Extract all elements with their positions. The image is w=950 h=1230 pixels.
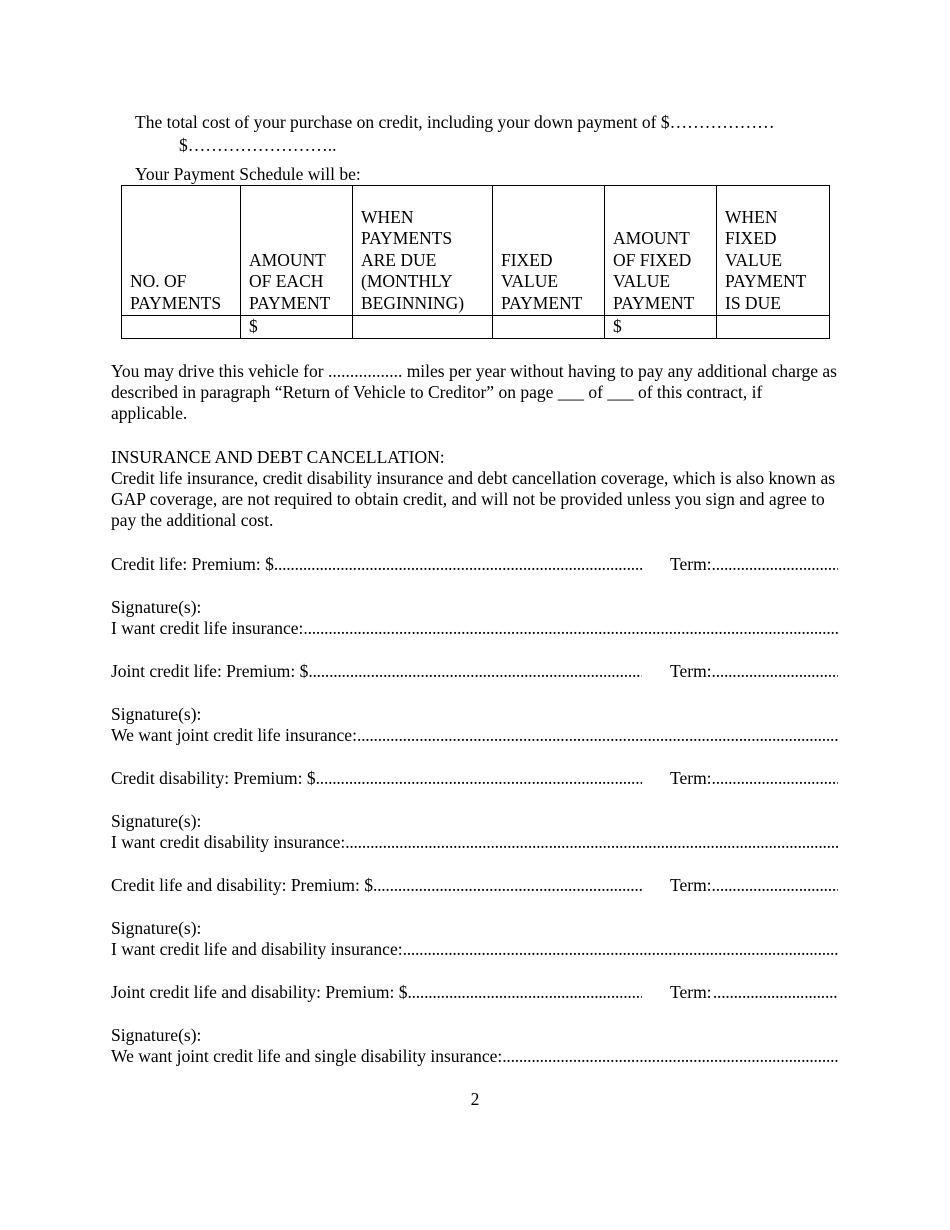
signature-blank[interactable] [303, 618, 838, 639]
signature-label: Signature(s): [111, 597, 202, 617]
header-amount-fixed-value: AMOUNT OF FIXED VALUE PAYMENT [605, 186, 717, 316]
cell-no-of-payments[interactable] [122, 316, 241, 339]
premium-label: Credit life: Premium: $ [111, 554, 274, 574]
header-when-payments-due: WHEN PAYMENTS ARE DUE (MONTHLY BEGINNING) [353, 186, 493, 316]
premium-blank[interactable] [407, 982, 642, 1003]
term-label: Term: [670, 875, 712, 895]
consent-label: I want credit life insurance: [111, 618, 304, 638]
cell-when-fixed-value-due[interactable] [717, 316, 830, 339]
header-no-of-payments: NO. OF PAYMENTS [122, 186, 241, 316]
consent-label: I want credit disability insurance: [111, 832, 346, 852]
joint-credit-life-premium-row [111, 661, 838, 682]
joint-credit-life-disability-consent-row [111, 1046, 838, 1067]
term-blank[interactable] [712, 661, 838, 682]
premium-label: Joint credit life: Premium: $ [111, 661, 309, 681]
signature-label: Signature(s): [111, 704, 202, 724]
total-cost-text: The total cost of your purchase on credit, including your down payment of $ [135, 112, 670, 132]
premium-label: Joint credit life and disability: Premium: $ [111, 982, 408, 1002]
term-label: Term: [670, 554, 712, 574]
down-payment-blank[interactable]: ……………… [669, 112, 775, 132]
premium-blank[interactable] [316, 768, 642, 789]
cell-fixed-value-payment[interactable] [493, 316, 605, 339]
term-blank[interactable] [712, 875, 838, 896]
term-label: Term: [670, 982, 712, 1002]
premium-label: Credit disability: Premium: $ [111, 768, 316, 788]
consent-label: I want credit life and disability insurance: [111, 939, 403, 959]
table-row [122, 316, 830, 339]
credit-life-disability-premium-row [111, 875, 838, 896]
premium-blank[interactable] [308, 661, 642, 682]
credit-life-consent-row [111, 618, 838, 639]
term-label: Term: [670, 661, 712, 681]
credit-life-premium-row [111, 554, 838, 575]
credit-life-disability-consent-row [111, 939, 838, 960]
mileage-paragraph: You may drive this vehicle for ................. miles per year without having to pay any additional charge as described in paragraph “Return of Vehicle to Creditor” on page ___ of ___ of this contract, if applicable. [111, 361, 837, 423]
schedule-label: Your Payment Schedule will be: [135, 164, 361, 184]
premium-label: Credit life and disability: Premium: $ [111, 875, 373, 895]
header-fixed-value-payment: FIXED VALUE PAYMENT [493, 186, 605, 316]
cell-when-payments-due[interactable] [353, 316, 493, 339]
joint-credit-life-disability-premium-row [111, 982, 838, 1003]
signature-blank[interactable] [357, 725, 838, 746]
premium-blank[interactable] [373, 875, 642, 896]
total-cost-line [135, 112, 775, 133]
signature-label: Signature(s): [111, 1025, 202, 1045]
consent-label: We want joint credit life and single disability insurance: [111, 1046, 503, 1066]
joint-credit-life-consent-row [111, 725, 838, 746]
signature-label: Signature(s): [111, 918, 202, 938]
credit-disability-premium-row [111, 768, 838, 789]
consent-label: We want joint credit life insurance: [111, 725, 357, 745]
page-number: 2 [470, 1089, 480, 1109]
signature-label: Signature(s): [111, 811, 202, 831]
total-cost-blank[interactable]: $…………………….. [179, 135, 337, 155]
term-blank[interactable] [712, 554, 838, 575]
cell-amount-fixed-value[interactable]: $ [605, 316, 717, 339]
payment-schedule-table [121, 185, 830, 339]
table-header-row [122, 186, 830, 316]
signature-blank[interactable] [403, 939, 838, 960]
term-blank[interactable] [713, 982, 838, 1003]
signature-blank[interactable] [345, 832, 838, 853]
insurance-heading: INSURANCE AND DEBT CANCELLATION: [111, 447, 445, 467]
credit-disability-consent-row [111, 832, 838, 853]
insurance-intro: Credit life insurance, credit disability insurance and debt cancellation coverage, which is also known as GAP coverage, are not required to obtain credit, and will not be provided unless you sign and agree to pay the additional cost. [111, 468, 836, 530]
signature-blank[interactable] [502, 1046, 838, 1067]
cell-amount-each-payment[interactable]: $ [241, 316, 353, 339]
header-when-fixed-value-due: WHEN FIXED VALUE PAYMENT IS DUE [717, 186, 830, 316]
term-label: Term: [670, 768, 712, 788]
header-amount-each-payment: AMOUNT OF EACH PAYMENT [241, 186, 353, 316]
term-blank[interactable] [712, 768, 838, 789]
premium-blank[interactable] [274, 554, 642, 575]
